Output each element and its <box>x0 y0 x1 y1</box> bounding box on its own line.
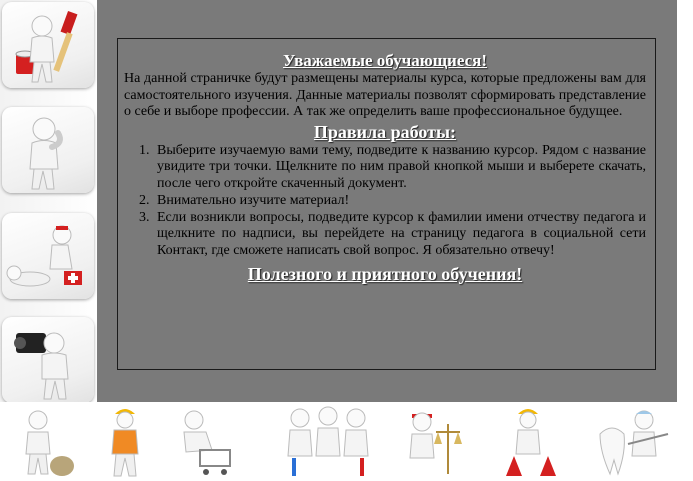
teamwork-tools-figure-icon <box>278 404 378 480</box>
rule-text: Если возникли вопросы, подведите курсор к фамилии имени отчеству педагога и щелкните по надписи, вы перейдете на страницу педагога в социальной сети Контакт, где сможете написать свой вопрос. Я обязательно отвечу! <box>157 209 646 259</box>
greeting-title: Уважаемые обучающиеся! <box>282 51 488 70</box>
rule-item <box>124 143 646 193</box>
first-aid-figure-icon <box>2 213 94 299</box>
rule-text: Внимательно изучите материал! <box>157 192 350 208</box>
road-worker-figure-icon <box>500 404 560 480</box>
info-text-box <box>117 38 656 370</box>
intro-paragraph: На данной страничке будут размещены материалы курса, которые предложены вам для самостоятельного изучения. Данные материалы позволят сформировать представление о себе и выборе профессии. А так же определить ваше профессиональное будущее. <box>124 71 646 119</box>
rule-number: 1. <box>139 142 150 158</box>
justice-scales-figure-icon <box>400 404 470 480</box>
rule-text: Выберите изучаемую вами тему, подведите к названию курсор. Рядом с название увидите три точки. Щелкните по ним правой кнопкой мыши и выберете скачать, после чего откройте скаченный документ. <box>157 142 646 192</box>
dentist-figure-icon <box>592 404 672 480</box>
closing-title: Полезного и приятного обучения! <box>247 264 523 285</box>
side-icon-strip <box>0 0 98 402</box>
rules-list <box>124 143 646 261</box>
painter-figure-icon <box>2 2 94 88</box>
rule-item <box>124 210 646 260</box>
thinking-figure-icon <box>2 107 94 193</box>
money-bag-figure-icon <box>10 404 80 480</box>
rule-item <box>124 193 646 210</box>
camera-operator-figure-icon <box>2 317 94 403</box>
rule-number: 2. <box>139 192 150 208</box>
builder-figure-icon <box>100 404 150 480</box>
bottom-icon-strip <box>0 402 693 481</box>
rules-title: Правила работы: <box>313 121 457 142</box>
shopping-cart-figure-icon <box>170 404 240 480</box>
rule-number: 3. <box>139 209 150 225</box>
